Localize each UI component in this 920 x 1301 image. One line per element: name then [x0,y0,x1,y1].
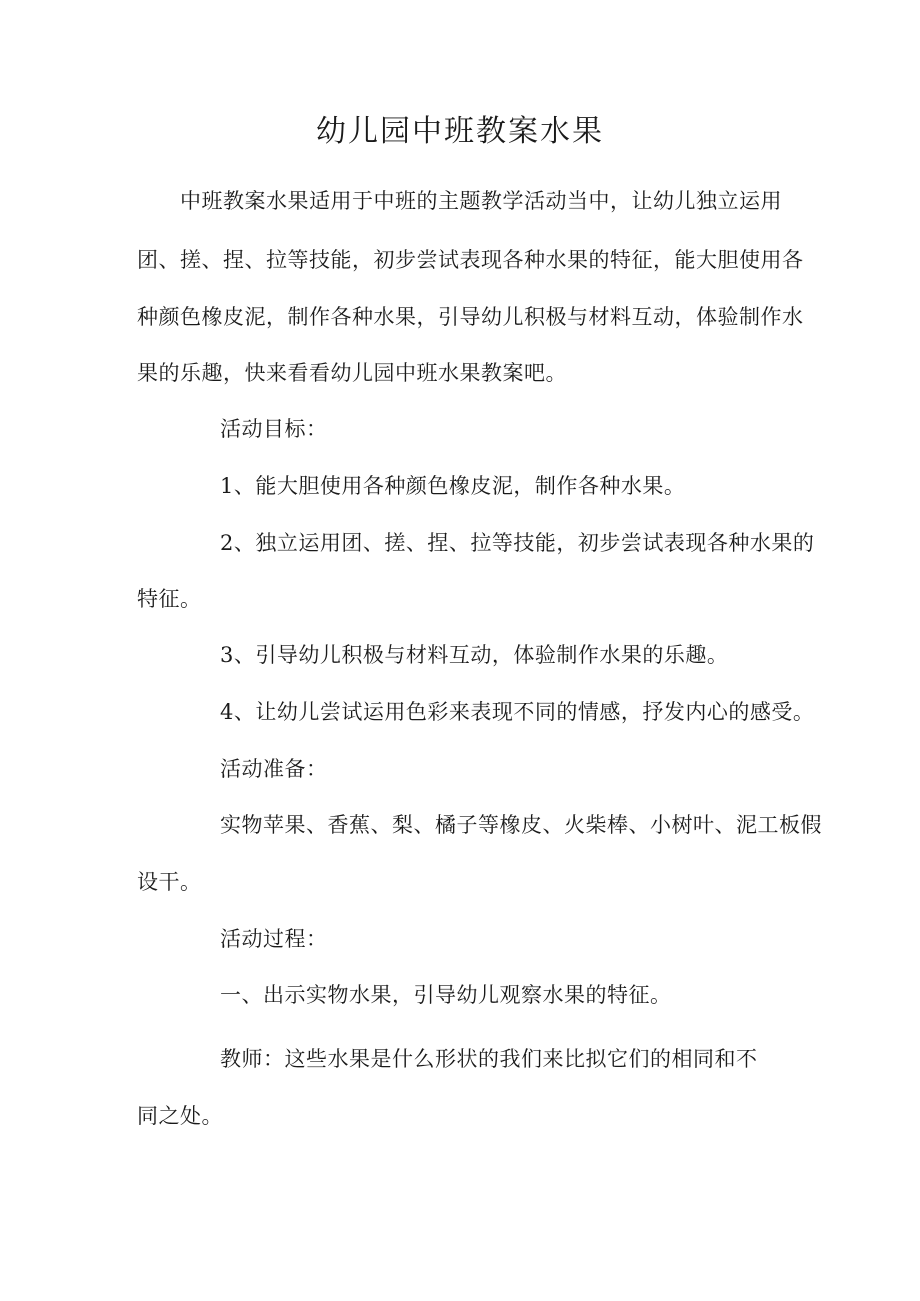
intro-line-3: 种颜色橡皮泥，制作各种水果，引导幼儿积极与材料互动，体验制作水 [137,305,804,329]
prep-heading: 活动准备： [220,757,328,781]
process-heading: 活动过程： [220,927,328,951]
goals-heading: 活动目标： [220,417,328,441]
page-title: 幼儿园中班教案水果 [316,114,604,149]
goal-2-line-1: 2、独立运用团、搓、捏、拉等技能，初步尝试表现各种水果的 [220,531,815,555]
teacher-line-2: 同之处。 [137,1104,223,1128]
intro-line-4: 果的乐趣，快来看看幼儿园中班水果教案吧。 [137,361,567,385]
prep-line-2: 设干。 [137,870,202,894]
goal-3: 3、引导幼儿积极与材料互动，体验制作水果的乐趣。 [220,643,729,667]
goal-2-line-2: 特征。 [137,587,202,611]
teacher-line-1: 教师：这些水果是什么形状的我们来比拟它们的相同和不 [220,1047,758,1071]
prep-line-1: 实物苹果、香蕉、梨、橘子等橡皮、火柴棒、小树叶、泥工板假 [220,813,822,837]
goal-1: 1、能大胆使用各种颜色橡皮泥，制作各种水果。 [220,474,686,498]
step-1: 一、出示实物水果，引导幼儿观察水果的特征。 [220,983,672,1007]
goal-4: 4、让幼儿尝试运用色彩来表现不同的情感，抒发内心的感受。 [220,700,815,724]
intro-line-1: 中班教案水果适用于中班的主题教学活动当中，让幼儿独立运用 [180,189,782,213]
intro-line-2: 团、搓、捏、拉等技能，初步尝试表现各种水果的特征，能大胆使用各 [137,248,804,272]
